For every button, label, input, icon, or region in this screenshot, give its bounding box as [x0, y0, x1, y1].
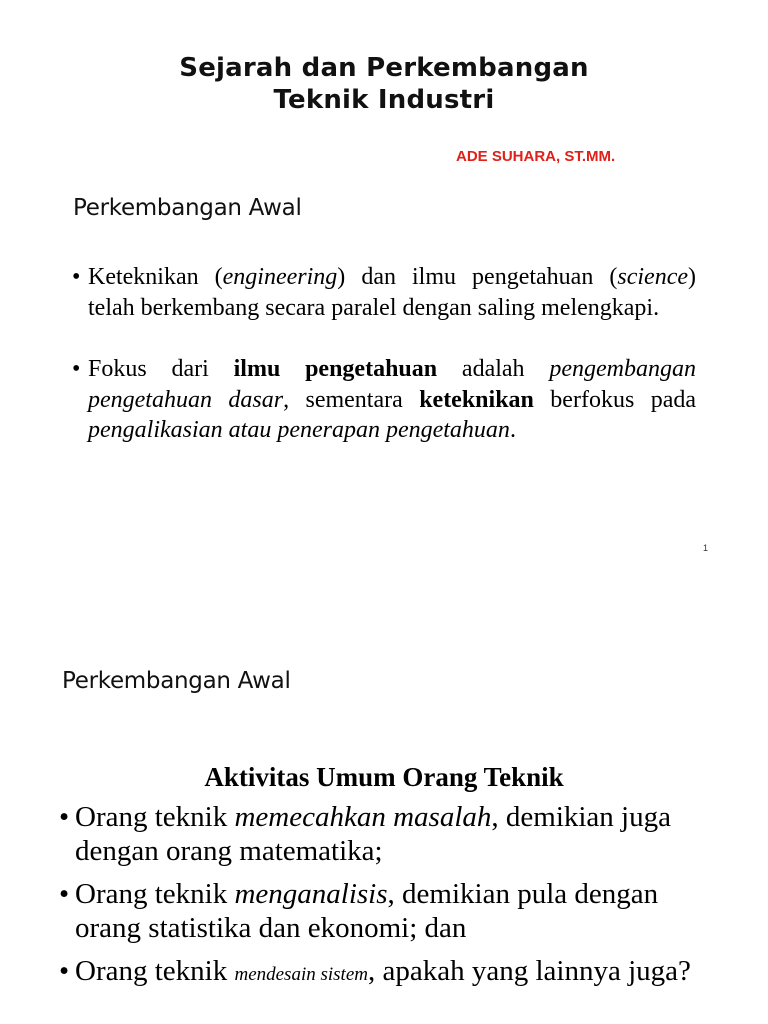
bullet-item: • Keteknikan (engineering) dan ilmu pengetahuan (science) telah berkembang secara paralel dengan saling melengkapi.: [88, 262, 696, 323]
slide-subtitle: Aktivitas Umum Orang Teknik: [204, 762, 564, 792]
bullet-list: [75, 800, 715, 1001]
bullet-list: [88, 262, 696, 477]
title-line-2: Teknik Industri: [273, 85, 495, 115]
slide-title: [0, 52, 768, 116]
bullet-item: • Fokus dari ilmu pengetahuan adalah pengembangan pengetahuan dasar, sementara keteknikan berfokus pada pengalikasian atau penerapan pengetahuan.: [88, 354, 696, 446]
slide-2: [0, 580, 768, 1024]
author-name: ADE SUHARA, ST.MM.: [456, 148, 616, 165]
section-heading: Perkembangan Awal: [62, 668, 291, 694]
bullet-item: • Orang teknik menganalisis, demikian pula dengan orang statistika dan ekonomi; dan: [75, 877, 715, 945]
page-number: 1: [703, 543, 709, 553]
title-line-1: Sejarah dan Perkembangan: [179, 53, 589, 83]
section-heading: Perkembangan Awal: [73, 195, 302, 221]
bullet-item: • Orang teknik memecahkan masalah, demikian juga dengan orang matematika;: [75, 800, 715, 868]
bullet-item: • Orang teknik mendesain sistem, apakah yang lainnya juga?: [75, 954, 715, 992]
